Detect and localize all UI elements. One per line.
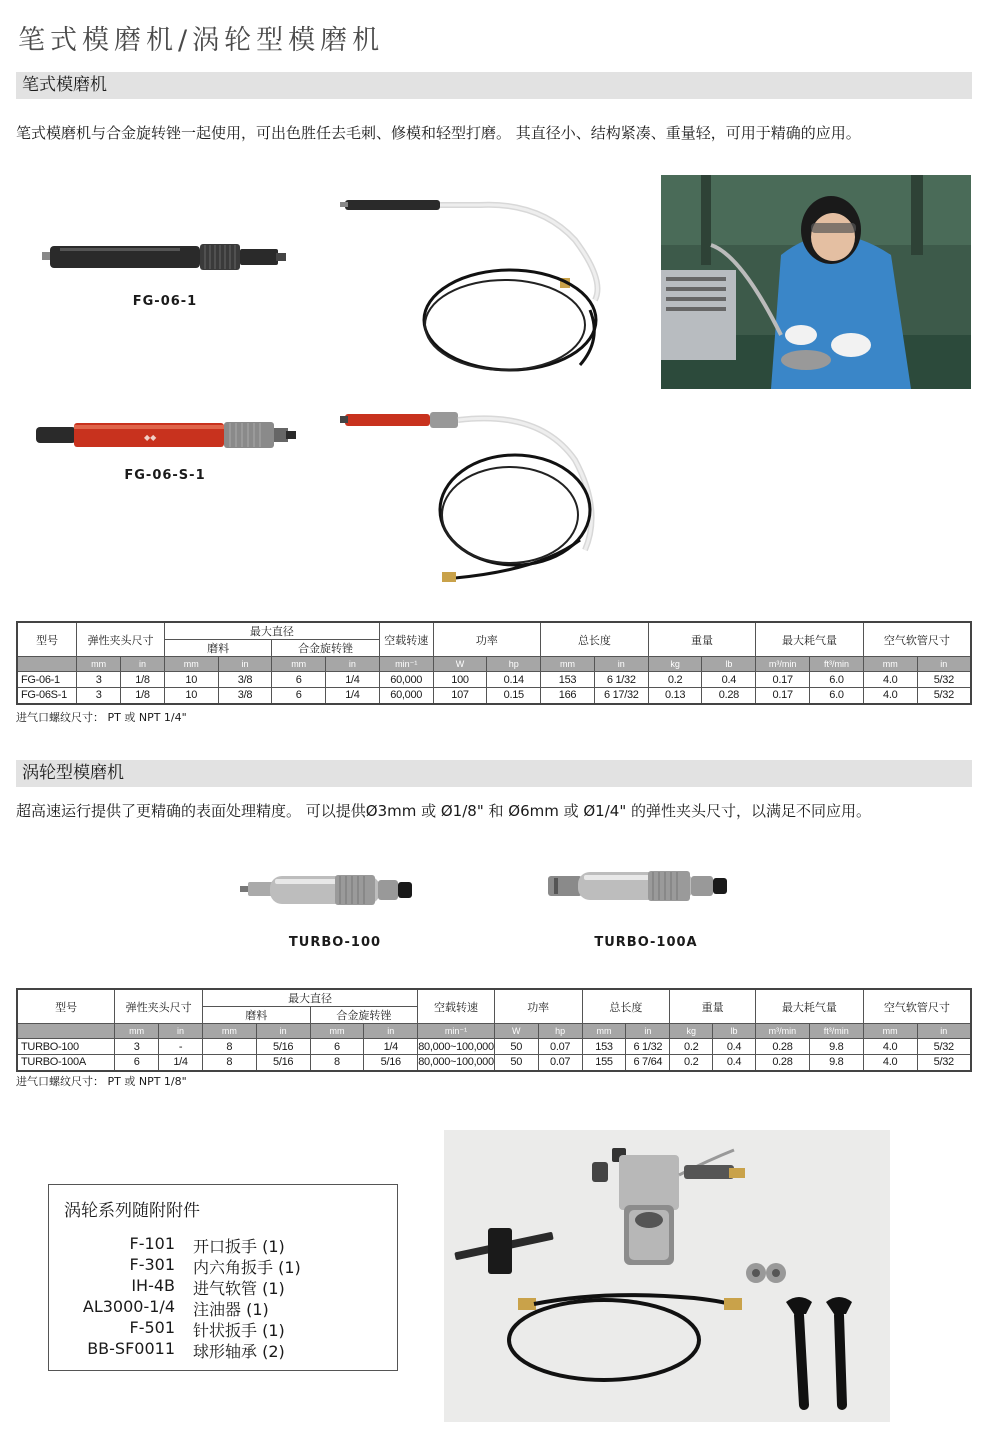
accessories-title: 涡轮系列随附附件 [64,1201,200,1221]
table-cell: 0.28 [756,1039,810,1055]
accessories-box [48,1184,398,1371]
unit-cell: in [917,657,971,672]
unit-cell: hp [538,1024,582,1039]
table-cell: - [159,1039,203,1055]
table-cell: 50 [494,1039,538,1055]
table-cell: 6 [272,688,326,704]
section-heading-turbo: 涡轮型模磨机 [16,760,972,787]
table-cell: 3/8 [218,688,272,704]
table-cell: 60,000 [379,688,433,704]
header-max-dia: 最大直径 [164,622,379,640]
table-cell: 5/16 [256,1039,310,1055]
unit-cell: m³/min [756,1024,810,1039]
fg-06-s-hose-image [340,400,610,590]
unit-cell: in [364,1024,418,1039]
list-item [49,1255,399,1276]
accessory-name: 开口扳手 (1) [193,1237,285,1256]
worker-photo [661,175,971,389]
unit-cell: mm [863,1024,917,1039]
unit-cell: mm [582,1024,626,1039]
table-cell: 80,000~100,000 [418,1040,494,1053]
header-speed: 空载转速 [418,989,495,1024]
table-cell: 0.2 [670,1039,713,1055]
accessory-name: 注油器 (1) [193,1300,269,1319]
table-cell: 3 [77,688,121,704]
table-cell: 5/16 [364,1055,418,1071]
unit-cell: in [594,657,648,672]
page-title: 笔式模磨机/涡轮型模磨机 [18,25,385,56]
header-weight: 重量 [648,622,756,657]
table-cell: 0.14 [487,672,541,688]
fg-06-1-tool-image [40,240,290,274]
header-model: 型号 [17,989,115,1024]
unit-cell: mm [202,1024,256,1039]
table-cell: 6 1/32 [594,672,648,688]
header-abrasive: 磨料 [202,1007,310,1024]
accessory-code: BB-SF0011 [87,1339,175,1358]
header-collet: 弹性夹头尺寸 [115,989,203,1024]
table-cell: 8 [202,1055,256,1071]
accessory-code: F-301 [129,1255,175,1274]
accessory-code: AL3000-1/4 [82,1297,175,1316]
pencil-intro-text: 笔式模磨机与合金旋转锉一起使用，可出色胜任去毛刺、修模和轻型打磨。 其直径小、结构紧凑、重量轻，可用于精确的应用。 [16,124,861,142]
header-carbide: 合金旋转锉 [272,640,379,657]
header-max-dia: 最大直径 [202,989,417,1007]
unit-cell: mm [272,657,326,672]
table-cell: 4.0 [863,688,917,704]
header-power: 功率 [433,622,541,657]
unit-cell: ft³/min [809,1024,863,1039]
table-cell: 6.0 [810,688,864,704]
table-cell: 6 [310,1039,364,1055]
header-weight: 重量 [670,989,756,1024]
unit-cell: mm [115,1024,159,1039]
product-label-turbo-100a: TURBO-100A [594,935,698,950]
accessory-code: IH-4B [131,1276,175,1295]
table-cell: 4.0 [863,1055,917,1071]
table-cell: 0.28 [756,1055,810,1071]
table-cell: 0.13 [648,688,702,704]
unit-cell: in [626,1024,670,1039]
table-cell: 166 [541,688,595,704]
table-cell: 5/16 [256,1055,310,1071]
table-cell: 100 [433,672,487,688]
unit-cell: in [218,657,272,672]
list-item [49,1318,399,1339]
unit-cell: in [159,1024,203,1039]
table-cell: 1/4 [326,688,380,704]
unit-cell: in [326,657,380,672]
units-row [17,1024,971,1039]
table-cell: 1/8 [121,688,165,704]
header-length: 总长度 [582,989,670,1024]
header-collet: 弹性夹头尺寸 [77,622,165,657]
header-power: 功率 [494,989,582,1024]
unit-cell: mm [863,657,917,672]
table-cell: 6.0 [810,672,864,688]
unit-cell: lb [702,657,756,672]
unit-cell: mm [310,1024,364,1039]
accessory-name: 内六角扳手 (1) [193,1258,301,1277]
unit-cell: mm [541,657,595,672]
header-air: 最大耗气量 [756,622,864,657]
table-cell: 6 1/32 [626,1039,670,1055]
table-cell: 3 [77,672,121,688]
header-air: 最大耗气量 [756,989,864,1024]
table-cell: 6 [115,1055,159,1071]
table-cell: 6 17/32 [594,688,648,704]
turbo-table-note: 进气口螺纹尺寸： PT 或 NPT 1/8" [16,1075,187,1088]
unit-cell: mm [164,657,218,672]
unit-cell: in [256,1024,310,1039]
table-cell: 153 [541,672,595,688]
table-cell: 8 [202,1039,256,1055]
table-cell: 107 [433,688,487,704]
unit-cell: min⁻¹ [379,657,433,672]
table-cell: 0.2 [670,1055,713,1071]
table-cell: 8 [310,1055,364,1071]
turbo-100-tool-image [240,870,420,910]
unit-cell: W [433,657,487,672]
unit-cell: lb [713,1024,756,1039]
table-cell: 0.17 [756,688,810,704]
header-hose: 空气软管尺寸 [863,989,971,1024]
table-cell: 9.8 [809,1039,863,1055]
list-item [49,1234,399,1255]
table-cell: 1/8 [121,672,165,688]
table-cell: TURBO-100A [17,1055,115,1071]
table-cell: 0.07 [538,1039,582,1055]
header-speed: 空载转速 [379,622,433,657]
list-item [49,1339,399,1360]
table-cell: 0.17 [756,672,810,688]
unit-cell: m³/min [756,657,810,672]
accessory-name: 针状扳手 (1) [193,1321,285,1340]
accessory-name: 进气软管 (1) [193,1279,285,1298]
turbo-100a-tool-image [548,866,733,906]
table-cell: 0.4 [713,1039,756,1055]
header-model: 型号 [17,622,77,657]
table-cell: 4.0 [863,672,917,688]
turbo-spec-table [16,988,972,1072]
pencil-spec-table [16,621,972,705]
table-cell: 6 [272,672,326,688]
accessory-code: F-101 [129,1234,175,1253]
unit-cell: W [494,1024,538,1039]
table-cell: 5/32 [917,1055,971,1071]
unit-cell: kg [648,657,702,672]
table-cell: 1/4 [326,672,380,688]
table-cell: 5/32 [917,1039,971,1055]
svg-text:◆◆: ◆◆ [144,433,157,442]
table-cell: 6 7/64 [626,1055,670,1071]
section-heading-pencil: 笔式模磨机 [16,72,972,99]
table-cell: 9.8 [809,1055,863,1071]
unit-cell: min⁻¹ [418,1024,495,1039]
table-cell: 1/4 [159,1055,203,1071]
table-cell: 153 [582,1039,626,1055]
table-cell: 0.4 [713,1055,756,1071]
table-cell: 4.0 [863,1039,917,1055]
product-label-turbo-100: TURBO-100 [288,935,382,950]
product-label-fg-06-1: FG-06-1 [132,294,198,309]
turbo-intro-text: 超高速运行提供了更精确的表面处理精度。 可以提供Ø3mm 或 Ø1/8" 和 Ø6mm 或 Ø1/4" 的弹性夹头尺寸，以满足不同应用。 [16,802,871,820]
units-row [17,657,971,672]
fg-06-s-1-tool-image [34,418,299,452]
table-cell: FG-06S-1 [17,688,77,704]
table-cell: 5/32 [917,688,971,704]
table-row [17,1039,971,1055]
table-cell: 10 [164,672,218,688]
table-cell: 1/4 [364,1039,418,1055]
pencil-table-note: 进气口螺纹尺寸： PT 或 NPT 1/4" [16,711,187,724]
header-length: 总长度 [541,622,649,657]
table-row [17,672,971,688]
unit-cell: in [121,657,165,672]
table-cell: 50 [494,1055,538,1071]
table-row [17,1055,971,1071]
unit-cell: kg [670,1024,713,1039]
table-cell: 3/8 [218,672,272,688]
accessory-name: 球形轴承 (2) [193,1342,285,1361]
table-cell: 80,000~100,000 [418,1055,495,1071]
unit-cell: hp [487,657,541,672]
unit-cell: ft³/min [810,657,864,672]
header-carbide: 合金旋转锉 [310,1007,418,1024]
unit-cell: in [917,1024,971,1039]
list-item [49,1276,399,1297]
table-cell: 60,000 [379,672,433,688]
table-cell: 155 [582,1055,626,1071]
table-cell: 10 [164,688,218,704]
table-cell: 5/32 [917,672,971,688]
header-abrasive: 磨料 [164,640,271,657]
table-cell: 0.15 [487,688,541,704]
table-cell: FG-06-1 [17,672,77,688]
table-row [17,688,971,704]
unit-cell: mm [77,657,121,672]
table-cell: 3 [115,1039,159,1055]
table-cell: 0.4 [702,672,756,688]
table-cell: 0.07 [538,1055,582,1071]
header-hose: 空气软管尺寸 [863,622,971,657]
accessory-code: F-501 [129,1318,175,1337]
table-cell: TURBO-100 [17,1039,115,1055]
table-cell: 0.2 [648,672,702,688]
product-label-fg-06-s-1: FG-06-S-1 [124,468,206,483]
accessories-photo [444,1130,890,1422]
fg-06-hose-image [340,190,610,390]
list-item [49,1297,399,1318]
table-cell: 0.28 [702,688,756,704]
